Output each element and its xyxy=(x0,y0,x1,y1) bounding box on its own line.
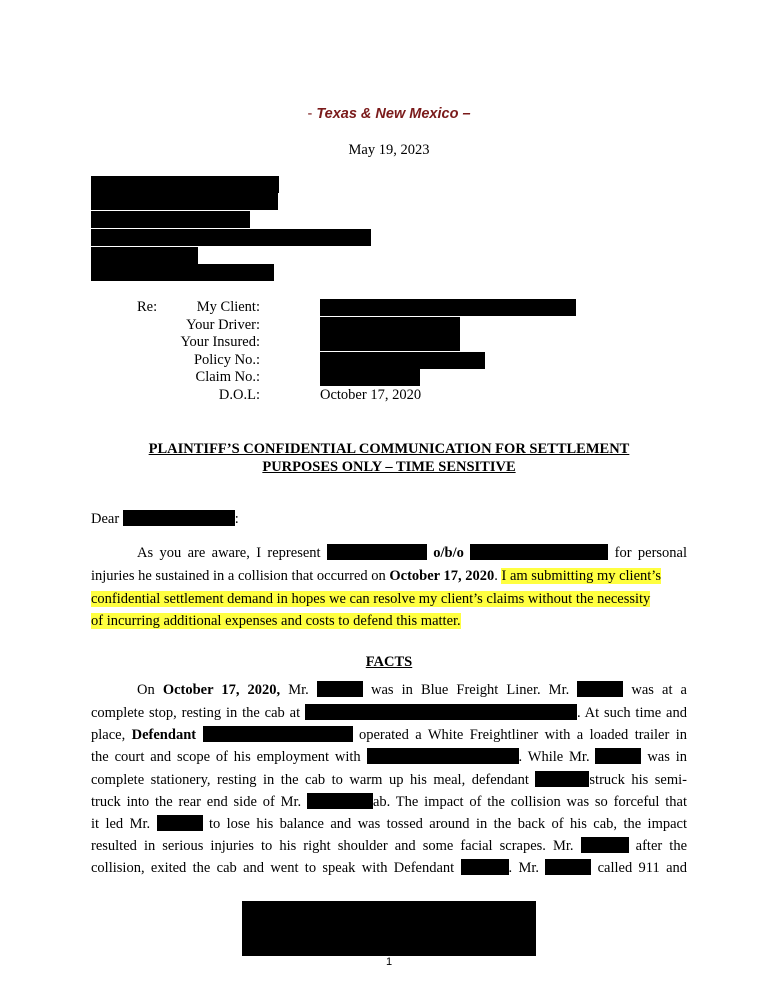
re-label-claim-no: Claim No.: xyxy=(195,369,260,385)
text-run: As you are aware, I represent xyxy=(137,545,321,561)
redaction-box xyxy=(123,510,235,526)
redaction-box xyxy=(320,334,460,351)
redaction-box xyxy=(91,176,279,193)
text-run: called 911 and xyxy=(597,860,688,876)
text-run: o/b/o xyxy=(433,545,464,561)
facts-line-6 xyxy=(91,792,687,812)
facts-line-2 xyxy=(91,703,687,723)
facts-line-7 xyxy=(91,814,687,834)
highlighted-text: confidential settlement demand in hopes we can resolve my client’s claims without the necessity xyxy=(91,591,651,607)
text-run: . While Mr. xyxy=(518,749,590,765)
redaction-box xyxy=(581,837,629,853)
redaction-box xyxy=(535,771,589,787)
text-run: struck his semi- xyxy=(589,772,687,788)
text-run: injuries he sustained in a collision that occurred on xyxy=(91,568,386,584)
text-run: place, xyxy=(91,727,126,743)
text-run: October 17, 2020 xyxy=(389,568,495,584)
re-key: Re: xyxy=(137,299,158,315)
footer-redaction-box xyxy=(242,901,536,956)
redaction-box xyxy=(91,247,198,264)
redaction-box xyxy=(320,352,485,369)
re-value-dol: October 17, 2020 xyxy=(320,387,422,403)
facts-heading: FACTS xyxy=(365,654,413,670)
text-run: after the xyxy=(635,838,688,854)
highlighted-text: of incurring additional expenses and costs to defend this matter. xyxy=(91,613,461,629)
text-run: October 17, 2020, xyxy=(162,682,281,698)
text-run: complete stationery, resting in the cab to warm up his meal, defendant xyxy=(91,772,529,788)
redaction-box xyxy=(320,299,576,316)
facts-line-3 xyxy=(91,725,687,745)
text-run: complete stop, resting in the cab at xyxy=(91,705,301,721)
intro-line-3 xyxy=(91,589,687,609)
redaction-box xyxy=(327,544,427,560)
text-run: . Mr. xyxy=(508,860,539,876)
text-run: collision, exited the cab and went to speak with Defendant xyxy=(91,860,455,876)
salutation xyxy=(91,509,687,529)
re-label-dol: D.O.L: xyxy=(218,387,260,403)
text-run: for personal xyxy=(614,545,688,561)
salutation-end: : xyxy=(234,511,239,527)
redaction-box xyxy=(91,229,371,246)
redaction-box xyxy=(595,748,641,764)
text-run: resulted in serious injuries to his right shoulder and some facial scrapes. Mr. xyxy=(91,838,574,854)
facts-line-5 xyxy=(91,770,687,790)
firm-region-header xyxy=(0,106,778,122)
redaction-box xyxy=(307,793,373,809)
re-label-policy-no: Policy No.: xyxy=(193,352,260,368)
re-label-my-client: My Client: xyxy=(196,299,260,315)
text-run: ab. The impact of the collision was so forceful that xyxy=(372,794,688,810)
intro-line-1 xyxy=(137,543,687,563)
text-run: was in xyxy=(647,749,687,765)
redaction-box xyxy=(157,815,203,831)
letter-title-line1: PLAINTIFF’S CONFIDENTIAL COMMUNICATION FOR SETTLEMENT xyxy=(148,441,630,457)
facts-line-1 xyxy=(137,680,687,700)
re-label-your-insured: Your Insured: xyxy=(180,334,260,350)
redaction-box xyxy=(91,211,250,228)
re-label-your-driver: Your Driver: xyxy=(186,317,260,333)
redaction-box xyxy=(320,369,420,386)
page-number: 1 xyxy=(385,956,393,968)
facts-line-4 xyxy=(91,747,687,767)
text-run: to lose his balance and was tossed around in the back of his cab, the impact xyxy=(208,816,688,832)
text-run: Defendant xyxy=(131,727,197,743)
facts-line-8 xyxy=(91,836,687,856)
salutation-text: Dear xyxy=(91,511,120,527)
text-run: it led Mr. xyxy=(91,816,151,832)
facts-line-9 xyxy=(91,858,687,878)
text-run: the court and scope of his employment with xyxy=(91,749,361,765)
letter-date: May 19, 2023 xyxy=(348,142,430,158)
header-dash-right: – xyxy=(458,106,471,122)
text-run: . At such time and xyxy=(576,705,687,721)
redaction-box xyxy=(545,859,591,875)
text-run: was in Blue Freight Liner. Mr. xyxy=(370,682,570,698)
redaction-box xyxy=(317,681,363,697)
header-region: Texas & New Mexico xyxy=(316,106,459,122)
redaction-box xyxy=(320,317,460,334)
redaction-box xyxy=(470,544,608,560)
redaction-box xyxy=(577,681,623,697)
header-dash-left: - xyxy=(307,106,317,122)
text-run: On xyxy=(137,682,155,698)
redaction-box xyxy=(91,193,278,210)
letter-title-line2: PURPOSES ONLY – TIME SENSITIVE xyxy=(262,459,516,475)
text-run: was at a xyxy=(631,682,687,698)
redaction-box xyxy=(203,726,353,742)
redaction-box xyxy=(367,748,519,764)
intro-line-4 xyxy=(91,611,687,631)
text-run: . xyxy=(494,568,498,584)
text-run: Mr. xyxy=(288,682,309,698)
redaction-box xyxy=(91,264,274,281)
redaction-box xyxy=(305,704,577,720)
text-run: operated a White Freightliner with a loaded trailer in xyxy=(358,727,688,743)
redaction-box xyxy=(461,859,509,875)
highlighted-text: I am submitting my client’s xyxy=(501,568,661,584)
text-run: truck into the rear end side of Mr. xyxy=(91,794,302,810)
intro-line-2 xyxy=(91,566,687,586)
